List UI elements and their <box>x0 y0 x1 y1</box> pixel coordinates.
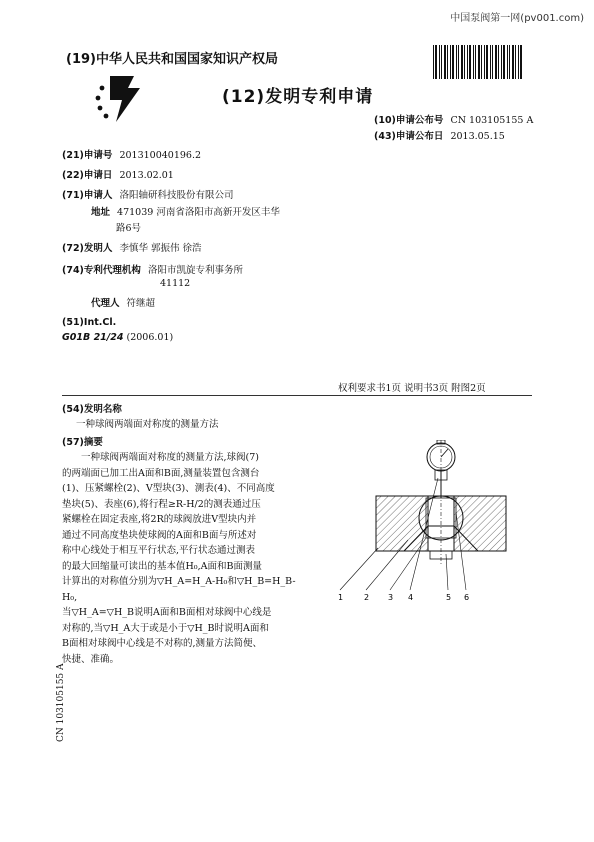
agency-name: 洛阳市凯旋专利事务所 <box>147 265 243 276</box>
document-type-title: (12)发明专利申请 <box>222 87 374 107</box>
watermark-text: 中国泵阀第一网(pv001.com) <box>450 13 584 24</box>
address-line-2: 路6号 <box>116 223 142 234</box>
publication-number: CN 103105155 A <box>450 115 534 126</box>
agency-label: (74)专利代理机构 <box>62 265 141 276</box>
applicant-row <box>62 187 233 201</box>
invention-title: 一种球阀两端面对称度的测量方法 <box>76 419 219 430</box>
intcl-label: (51)Int.Cl. <box>62 317 117 328</box>
side-publication-number: CN 103105155 A <box>56 663 66 742</box>
figure-label-2: 2 <box>364 593 370 602</box>
application-date-row <box>62 167 174 181</box>
barcode-bar <box>486 45 488 79</box>
agent-row <box>91 295 155 309</box>
abstract-text <box>62 450 302 667</box>
barcode-bar <box>475 45 476 79</box>
agency-row <box>62 262 243 276</box>
invention-title-label-row <box>62 401 122 415</box>
abstract-line: 垫块(5)、表座(6),将行程≥R-H/2的测表通过压 <box>62 498 261 510</box>
barcode-bar <box>456 45 457 79</box>
barcode-bar <box>444 45 446 79</box>
section-divider <box>62 395 532 396</box>
barcode-bar <box>515 45 516 79</box>
barcode-bar <box>484 45 485 79</box>
barcode-bar <box>512 45 514 79</box>
barcode-bar <box>478 45 480 79</box>
publication-date-label: (43)申请公布日 <box>374 131 444 142</box>
abstract-line: (1)、压紧螺栓(2)、V型块(3)、测表(4)、不同高度 <box>62 483 275 494</box>
barcode-bar <box>439 45 440 79</box>
figure-label-5: 5 <box>446 593 452 602</box>
abstract-line: 一种球阀两端面对称度的测量方法,球阀(7) <box>81 452 259 463</box>
address-label: 地址 <box>91 207 111 218</box>
abstract-line: 当▽H_A=▽H_B说明A面和B面相对球阀中心线是 <box>62 607 272 618</box>
barcode-bar <box>473 45 474 79</box>
barcode-bar <box>435 45 437 79</box>
intcl-year: (2006.01) <box>126 332 174 343</box>
application-number-row <box>62 147 201 161</box>
agency-code: 41112 <box>160 278 191 289</box>
barcode-bar <box>501 45 502 79</box>
abstract-line: 紧螺栓在固定表座,将2R的球阀放进V型块内并 <box>62 514 257 525</box>
figure-label-1: 1 <box>338 593 344 602</box>
cnipa-emblem-icon <box>90 70 154 128</box>
barcode-bar <box>507 45 508 79</box>
applicant-label: (71)申请人 <box>62 190 113 201</box>
invention-title-label: (54)发明名称 <box>62 404 122 415</box>
abstract-line: 通过不同高度垫块使球阀的A面和B面与所述对 <box>62 529 257 541</box>
barcode-bar <box>450 45 451 79</box>
barcode-bar <box>503 45 505 79</box>
publication-number-label: (10)申请公布号 <box>374 115 444 126</box>
barcode-bar <box>490 45 491 79</box>
barcode-bar <box>452 45 454 79</box>
barcode-bar <box>447 45 448 79</box>
barcode-bar <box>492 45 493 79</box>
patent-office-header: (19)中华人民共和国国家知识产权局 <box>66 52 278 67</box>
abstract-line: 计算出的对称值分别为▽H_A=H_A-H₀和▽H_B=H_B-H₀, <box>62 576 296 603</box>
abstract-label: (57)摘要 <box>62 437 103 448</box>
publication-date-row <box>374 128 505 142</box>
abstract-label-row <box>62 434 103 448</box>
address-line-1: 471039 河南省洛阳市高新开发区丰华 <box>117 207 280 218</box>
barcode-bar <box>495 45 497 79</box>
inventor-label: (72)发明人 <box>62 243 113 254</box>
abstract-line: 快捷、准确。 <box>62 653 120 665</box>
barcode-bar <box>433 45 434 79</box>
application-date-label: (22)申请日 <box>62 170 113 181</box>
barcode-bar <box>509 45 510 79</box>
barcode-bar <box>461 45 463 79</box>
abstract-line: 对称的,当▽H_A大于或是小于▽H_B时说明A面和 <box>62 622 269 634</box>
publication-number-row <box>374 112 533 126</box>
abstract-figure <box>338 440 538 610</box>
abstract-line: B面相对球阀中心线是不对称的,测量方法简便、 <box>62 638 263 649</box>
intcl-classification-row <box>62 332 173 343</box>
abstract-line: 称中心线处于相互平行状态,平行状态通过测表 <box>62 545 256 556</box>
barcode-bar <box>469 45 471 79</box>
abstract-line: 的两端面已加工出A面和B面,测量装置包含测台 <box>62 467 260 479</box>
publication-date: 2013.05.15 <box>450 131 505 142</box>
barcode-bar <box>441 45 442 79</box>
barcode-bar <box>464 45 465 79</box>
address-row <box>91 204 280 218</box>
figure-label-3: 3 <box>388 593 394 602</box>
barcode-bar <box>481 45 482 79</box>
barcode-bar <box>498 45 499 79</box>
agent-label: 代理人 <box>91 298 120 309</box>
barcode-bar <box>458 45 459 79</box>
agent-name: 符继超 <box>126 298 156 309</box>
intcl-label-row <box>62 317 116 328</box>
page-count-info: 权利要求书1页 说明书3页 附图2页 <box>338 383 486 394</box>
application-number-label: (21)申请号 <box>62 150 113 161</box>
application-number: 201310040196.2 <box>119 150 202 161</box>
barcode-image <box>433 45 523 79</box>
barcode-bar <box>467 45 468 79</box>
inventor-names: 李慎华 郭振伟 徐浩 <box>119 243 202 254</box>
application-date: 2013.02.01 <box>119 170 174 181</box>
barcode-bar <box>518 45 519 79</box>
barcode-bar <box>520 45 522 79</box>
figure-label-4: 4 <box>408 593 414 602</box>
intcl-code: G01B 21/24 <box>62 332 124 343</box>
inventor-row <box>62 240 201 254</box>
figure-label-6: 6 <box>464 593 470 602</box>
abstract-line: 的最大回缩量可读出的基本值H₀,A面和B面测量 <box>62 560 262 572</box>
applicant-name: 洛阳轴研科技股份有限公司 <box>119 190 234 201</box>
